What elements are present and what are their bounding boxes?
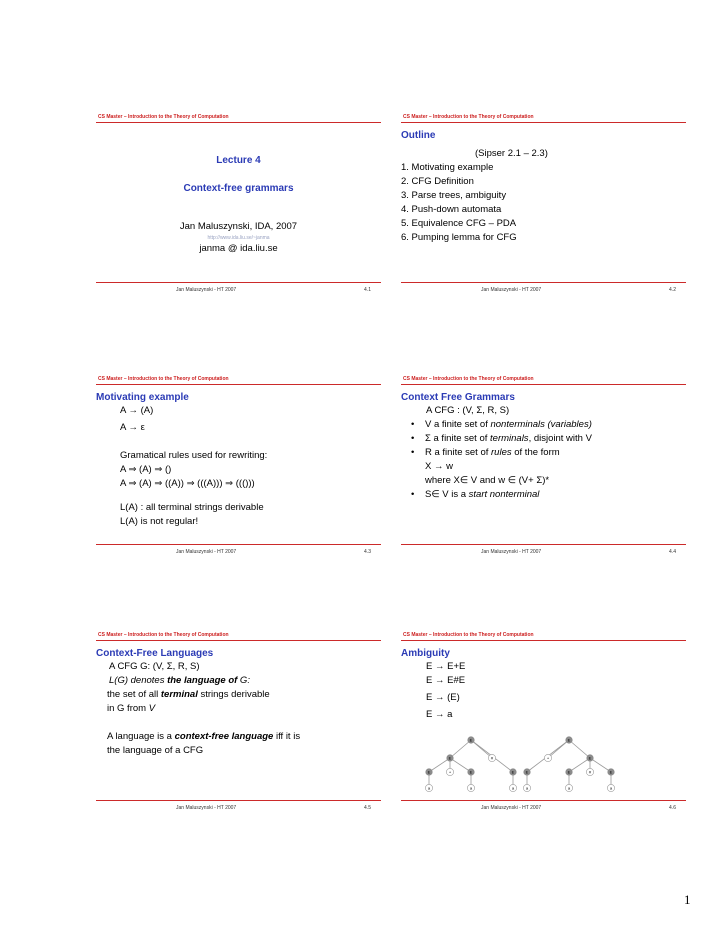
slide-number: 4.4: [669, 549, 676, 555]
language-text: L(A) : all terminal strings derivable: [120, 502, 264, 513]
slide-title: Motivating example: [96, 392, 189, 403]
footer-rule: [401, 800, 686, 801]
lecture-topic: Context-free grammars: [183, 183, 294, 194]
slide-header: CS Master – Introduction to the Theory of Computation: [98, 376, 229, 382]
footer-author: Jan Maluszynski - HT 2007: [176, 287, 237, 293]
slide-4-1: [86, 110, 391, 305]
tree-node: [509, 768, 516, 775]
outline-item: 2. CFG Definition: [401, 176, 474, 187]
homepage-link[interactable]: http://www.ida.liu.se/~janma: [207, 235, 270, 241]
grammar-rule: E → E#E: [426, 675, 466, 686]
definition-item: • Σ a finite set of terminals, disjoint with V: [411, 432, 592, 446]
tree-leaf: [607, 784, 614, 791]
footer-author: Jan Maluszynski - HT 2007: [176, 549, 237, 555]
definition-text: in G from V: [107, 703, 156, 714]
svg-text:E: E: [567, 769, 571, 775]
outline-reference: (Sipser 2.1 – 2.3): [475, 148, 548, 159]
footer-rule: [96, 544, 381, 545]
footer-rule: [96, 800, 381, 801]
slide-4-6: [391, 628, 696, 823]
tree-leaf: [425, 784, 432, 791]
slide-header: CS Master – Introduction to the Theory of Computation: [403, 376, 534, 382]
header-rule: [96, 640, 381, 641]
definition-text: L(G) denotes the language of G:: [109, 675, 250, 686]
outline-item: 4. Push-down automata: [401, 204, 502, 215]
slide-header: CS Master – Introduction to the Theory of Computation: [98, 114, 229, 120]
definition-text: A language is a context-free language iff it is: [107, 731, 301, 742]
svg-text:E: E: [448, 755, 452, 761]
tree-node-operator: [586, 768, 593, 775]
footer-rule: [401, 282, 686, 283]
svg-text:+: +: [448, 769, 452, 775]
slide-4-2: [391, 110, 696, 305]
tree-node: [607, 768, 614, 775]
footer-author: Jan Maluszynski - HT 2007: [481, 287, 542, 293]
footer-author: Jan Maluszynski - HT 2007: [481, 805, 542, 811]
header-rule: [401, 384, 686, 385]
svg-text:#: #: [588, 769, 592, 775]
header-rule: [401, 122, 686, 123]
grammar-rule: E → E+E: [426, 661, 466, 672]
header-rule: [96, 384, 381, 385]
svg-text:E: E: [427, 769, 431, 775]
svg-text:a: a: [567, 785, 571, 791]
page-number: 1: [684, 892, 691, 907]
tree-node: [446, 754, 453, 761]
definition-item: • R a finite set of rules of the form: [411, 446, 592, 460]
parse-trees: [391, 628, 696, 823]
tree-node: [586, 754, 593, 761]
tree-node-operator: [544, 754, 551, 761]
slide-number: 4.6: [669, 805, 676, 811]
svg-text:a: a: [609, 785, 613, 791]
cfg-tuple: A CFG : (V, Σ, R, S): [426, 405, 510, 416]
email: janma @ ida.liu.se: [199, 243, 278, 254]
svg-text:a: a: [469, 785, 473, 791]
presenter: Jan Maluszynski, IDA, 2007: [179, 221, 298, 232]
outline-list: [401, 161, 517, 245]
svg-text:E: E: [567, 737, 571, 743]
tree-node-operator: [446, 768, 453, 775]
svg-text:+: +: [546, 755, 550, 761]
language-text: L(A) is not regular!: [120, 516, 199, 527]
svg-text:a: a: [511, 785, 515, 791]
tree-leaf: [467, 784, 474, 791]
slide-title: Context Free Grammars: [401, 392, 515, 403]
outline-item: 3. Parse trees, ambiguity: [401, 190, 507, 201]
tree-node: [565, 768, 572, 775]
svg-text:a: a: [525, 785, 529, 791]
footer-author: Jan Maluszynski - HT 2007: [481, 549, 542, 555]
slide-number: 4.5: [364, 805, 371, 811]
tree-node: [467, 768, 474, 775]
tree-node-operator: [488, 754, 495, 761]
footer-rule: [401, 544, 686, 545]
tree-node: [523, 768, 530, 775]
derivation: A ⇒ (A) ⇒ (): [120, 464, 172, 475]
rewriting-text: Gramatical rules used for rewriting:: [120, 450, 268, 461]
slide-title: Outline: [401, 130, 436, 141]
definition-item: • S∈ V is a start nonterminal: [411, 488, 592, 502]
header-rule: [96, 122, 381, 123]
svg-text:E: E: [511, 769, 515, 775]
rule-form: X → w: [425, 461, 453, 472]
svg-text:E: E: [469, 769, 473, 775]
slide-header: CS Master – Introduction to the Theory of Computation: [98, 632, 229, 638]
footer-author: Jan Maluszynski - HT 2007: [176, 805, 237, 811]
grammar-rule: A → (A): [120, 405, 154, 416]
definition-text: the set of all terminal strings derivable: [107, 689, 270, 700]
outline-item: 6. Pumping lemma for CFG: [401, 232, 517, 243]
grammar-rule: A → ε: [120, 422, 145, 433]
slide-title: Context-Free Languages: [96, 648, 214, 659]
svg-text:E: E: [609, 769, 613, 775]
outline-item: 1. Motivating example: [401, 162, 494, 173]
slide-header: CS Master – Introduction to the Theory of Computation: [403, 632, 534, 638]
slide-number: 4.2: [669, 287, 676, 293]
definition-text: the language of a CFG: [107, 745, 204, 756]
outline-item: 5. Equivalence CFG – PDA: [401, 218, 517, 229]
tree-leaf: [509, 784, 516, 791]
tree-leaf: [565, 784, 572, 791]
svg-text:#: #: [490, 755, 494, 761]
tree-node: [425, 768, 432, 775]
lecture-number: Lecture 4: [216, 155, 261, 166]
slide-number: 4.3: [364, 549, 371, 555]
svg-text:E: E: [525, 769, 529, 775]
grammar-rule: E → (E): [426, 692, 460, 703]
derivation: A ⇒ (A) ⇒ ((A)) ⇒ (((A))) ⇒ ((())): [120, 478, 255, 489]
svg-text:E: E: [469, 737, 473, 743]
svg-text:a: a: [427, 785, 431, 791]
slide-title: Ambiguity: [401, 648, 450, 659]
tree-node-root: [565, 736, 572, 743]
slide-number: 4.1: [364, 287, 371, 293]
rule-form-condition: where X∈ V and w ∈ (V+ Σ)*: [425, 475, 550, 486]
tree-node-root: [467, 736, 474, 743]
slide-header: CS Master – Introduction to the Theory of Computation: [403, 114, 534, 120]
definition-item: • V a finite set of nonterminals (variables): [411, 418, 592, 432]
footer-rule: [96, 282, 381, 283]
slide-4-4: [391, 372, 696, 567]
slide-4-3: [86, 372, 391, 567]
tree-leaf: [523, 784, 530, 791]
grammar-rule: E → a: [426, 709, 453, 720]
cfg-tuple: A CFG G: (V, Σ, R, S): [109, 661, 200, 672]
slide-4-5: [86, 628, 391, 823]
svg-text:E: E: [588, 755, 592, 761]
